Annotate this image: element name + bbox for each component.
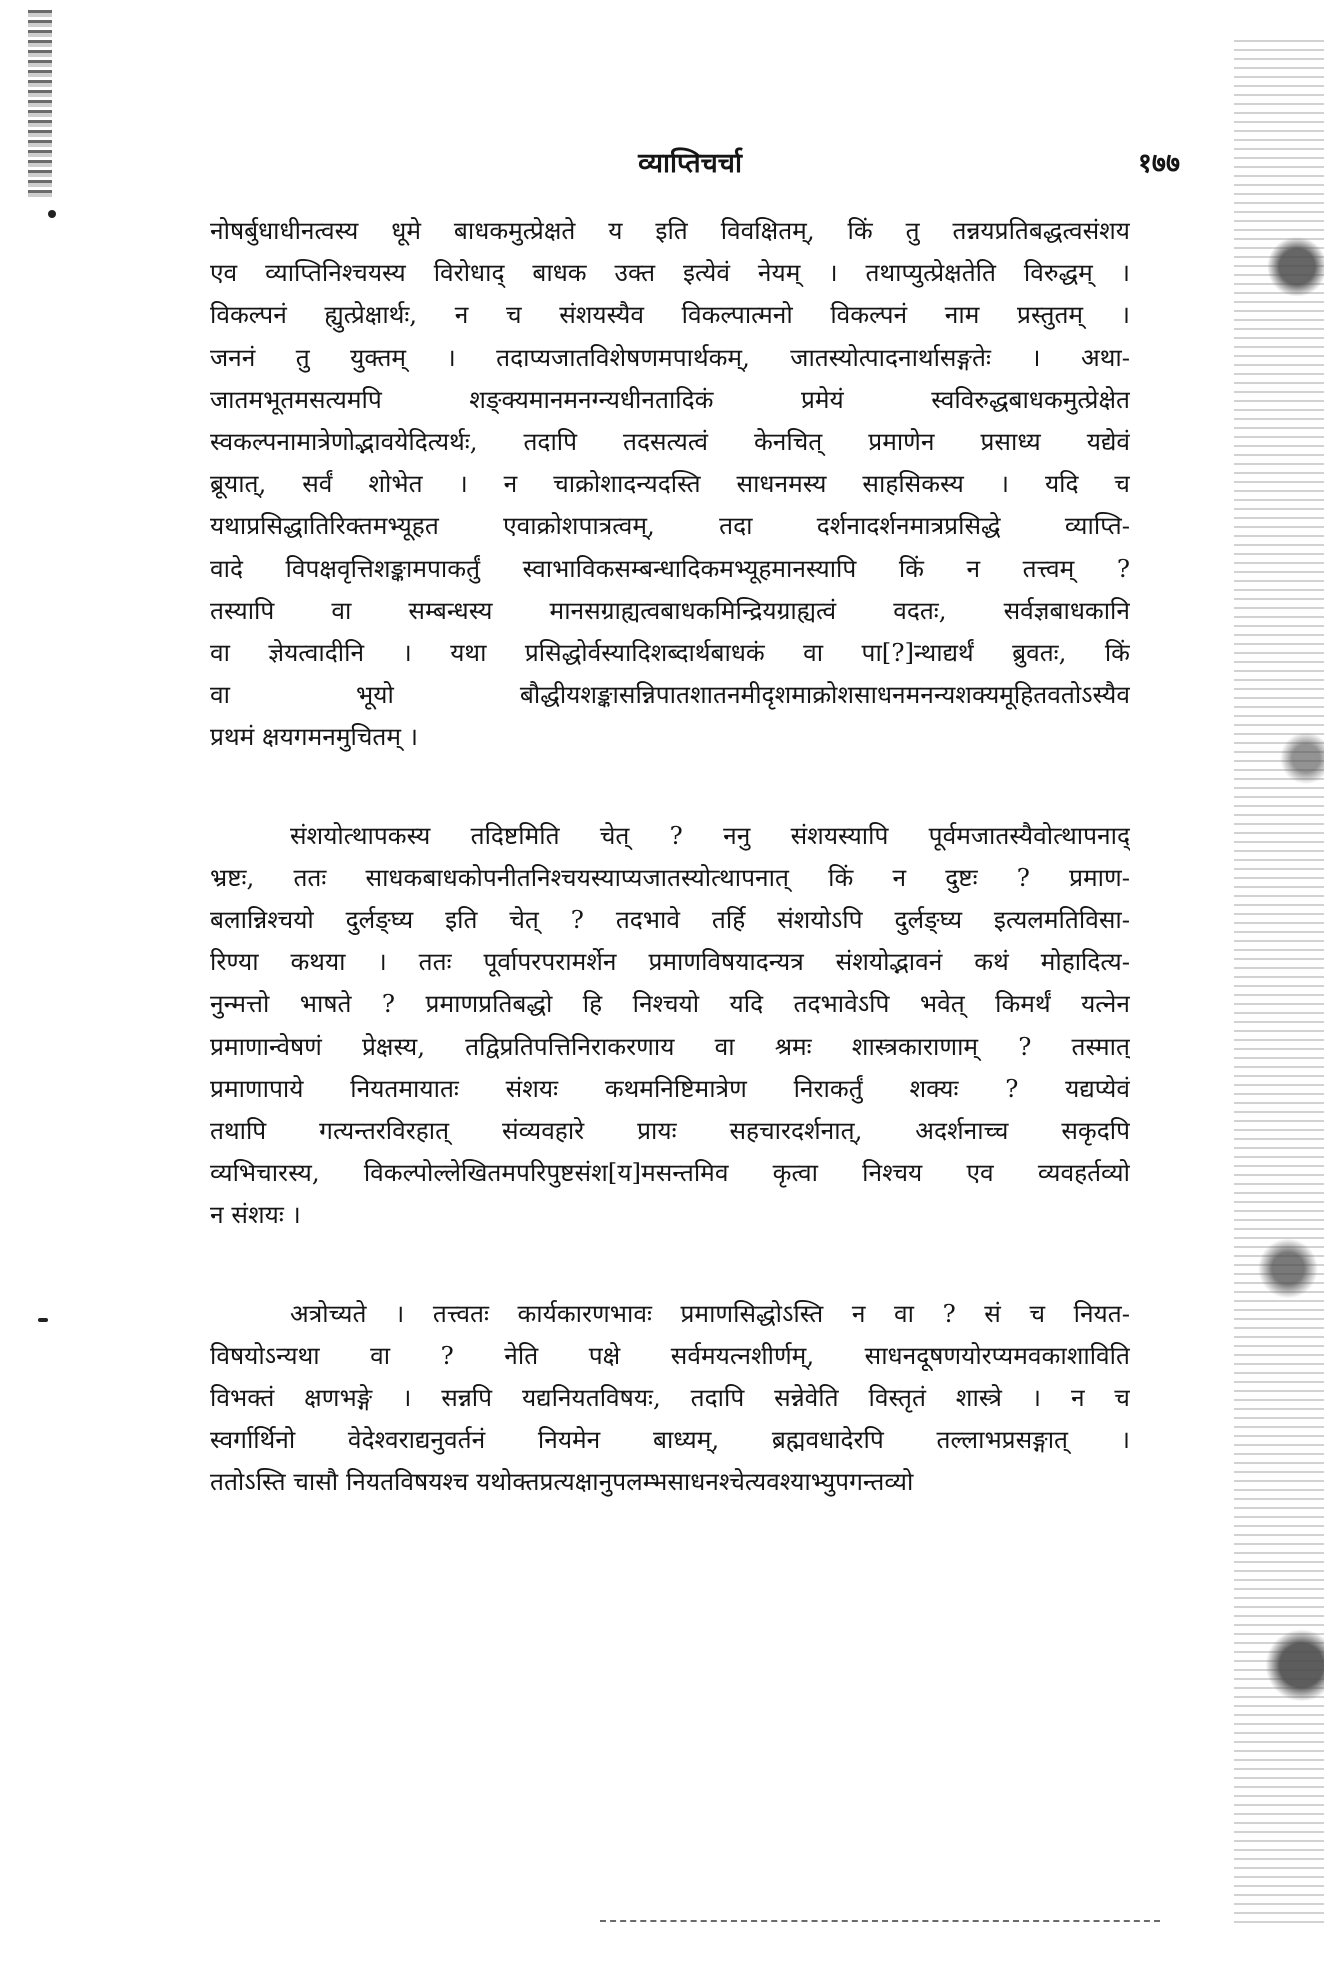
text-line: जननं तु युक्तम् । तदाप्यजातविशेषणमपार्थकम्, जातस्योत्पादनार्थासङ्गतेः । अथा- (210, 342, 1130, 372)
text-line: तथापि गत्यन्तरविरहात् संव्यवहारे प्रायः सहचारदर्शनात्, अदर्शनाच्च सकृदपि (210, 1116, 1130, 1146)
text-line: ब्रूयात्, सर्वं शोभेत । न चाक्रोशादन्यदस्ति साधनमस्य साहसिकस्य । यदि च (210, 469, 1130, 499)
bottom-rule (600, 1920, 1160, 1922)
text-line: यथाप्रसिद्धातिरिक्तमभ्यूहत एवाक्रोशपात्रत्वम्, तदा दर्शनादर्शनमात्रप्रसिद्धे व्याप्ति- (210, 511, 1130, 541)
paragraph (210, 1293, 1130, 1504)
paragraph-gap (210, 759, 1130, 815)
body-text (210, 210, 1130, 1504)
text-line: नुन्मत्तो भाषते ? प्रमाणप्रतिबद्धो हि निश्चयो यदि तदभावेऽपि भवेत् किमर्थं यत्नेन (210, 989, 1130, 1019)
text-line: स्वर्गार्थिनो वेदेश्वराद्यनुवर्तनं नियमेन बाध्यम्, ब्रह्मवधादेरपि तल्लाभप्रसङ्गात् । (210, 1425, 1130, 1455)
text-line: जातमभूतमसत्यमपि शङ्क्यमानमनग्न्यधीनतादिकं प्रमेयं स्वविरुद्धबाधकमुत्प्रेक्षेत (210, 384, 1130, 414)
text-line: स्वकल्पनामात्रेणोद्भावयेदित्यर्थः, तदापि तदसत्यत्वं केनचित् प्रमाणेन प्रसाध्य यद्येवं (210, 427, 1130, 457)
scan-edge-right (1234, 40, 1324, 1930)
text-line: अत्रोच्यते । तत्त्वतः कार्यकारणभावः प्रमाणसिद्धोऽस्ति न वा ? सं च नियत- (290, 1298, 1130, 1328)
text-line: विषयोऽन्यथा वा ? नेति पक्षे सर्वमयत्नशीर्णम्, साधनदूषणयोरप्यमवकाशाविति (210, 1340, 1130, 1370)
text-line: एव व्याप्तिनिश्चयस्य विरोधाद् बाधक उक्त इत्येवं नेयम् । तथाप्युत्प्रेक्षतेति विरुद्धम् । (210, 258, 1130, 288)
paragraph (210, 210, 1130, 759)
running-title: व्याप्तिचर्चा (638, 148, 742, 179)
text-line: रिण्या कथया । ततः पूर्वापरपरामर्शेन प्रमाणविषयादन्यत्र संशयोद्भावनं कथं मोहादित्य- (210, 947, 1130, 977)
text-line: नोषर्बुधाधीनत्वस्य धूमे बाधकमुत्प्रेक्षते य इति विवक्षितम्, किं तु तन्नयप्रतिबद्धत्वसंशय (210, 216, 1130, 245)
paragraph (210, 815, 1130, 1237)
scan-edge-left (28, 10, 52, 200)
text-line: वा भूयो बौद्धीयशङ्कासन्निपातशातनमीदृशमाक्रोशसाधनमनन्यशक्यमूहितवतोऽस्यैव (210, 680, 1130, 710)
text-line: वा ज्ञेयत्वादीनि । यथा प्रसिद्धोर्वस्यादिशब्दार्थबाधकं वा पा[?]न्थाद्यर्थं ब्रुवतः, किं (210, 638, 1130, 668)
text-line: प्रमाणान्वेषणं प्रेक्षस्य, तद्विप्रतिपत्तिनिराकरणाय वा श्रमः शास्त्रकाराणाम् ? तस्मात् (210, 1031, 1130, 1061)
text-line: तस्यापि वा सम्बन्धस्य मानसग्राह्यत्वबाधकमिन्द्रियग्राह्यत्वं वदतः, सर्वज्ञबाधकानि (210, 595, 1130, 625)
scan-speck (38, 1318, 48, 1322)
text-line: वादे विपक्षवृत्तिशङ्कामपाकर्तुं स्वाभाविकसम्बन्धादिकमभ्यूहमानस्यापि किं न तत्त्वम् ? (210, 553, 1130, 583)
page-number: १७७ (1137, 148, 1180, 179)
text-line: प्रथमं क्षयगमनमुचितम् । (210, 722, 419, 752)
text-line: संशयोत्थापकस्य तदिष्टमिति चेत् ? ननु संशयस्यापि पूर्वमजातस्यैवोत्थापनाद् (290, 820, 1130, 850)
text-line: व्यभिचारस्य, विकल्पोल्लेखितमपरिपुष्टसंश[य]मसन्तमिव कृत्वा निश्चय एव व्यवहर्तव्यो (210, 1158, 1130, 1188)
text-line: ततोऽस्ति चासौ नियतविषयश्च यथोक्तप्रत्यक्षानुपलम्भसाधनश्चेत्यवश्याभ्युपगन्तव्यो (210, 1467, 914, 1497)
text-line: भ्रष्टः, ततः साधकबाधकोपनीतनिश्चयस्याप्यजातस्योत्थापनात् किं न दुष्टः ? प्रमाण- (210, 862, 1130, 892)
page-header (200, 143, 1180, 183)
text-line: बलान्निश्चयो दुर्लङ्घ्य इति चेत् ? तदभावे तर्हि संशयोऽपि दुर्लङ्घ्य इत्यलमतिविसा- (210, 905, 1130, 935)
text-line: न संशयः । (210, 1200, 301, 1230)
scan-speck (48, 210, 56, 218)
paragraph-gap (210, 1237, 1130, 1293)
text-line: विकल्पनं ह्युत्प्रेक्षार्थः, न च संशयस्यैव विकल्पात्मनो विकल्पनं नाम प्रस्तुतम् । (210, 300, 1130, 330)
text-line: विभक्तं क्षणभङ्गे । सन्नपि यद्यनियतविषयः, तदापि सन्नेवेति विस्तृतं शास्त्रे । न च (210, 1383, 1130, 1413)
text-line: प्रमाणापाये नियतमायातः संशयः कथमनिष्टिमात्रेण निराकर्तुं शक्यः ? यद्यप्येवं (210, 1073, 1130, 1103)
